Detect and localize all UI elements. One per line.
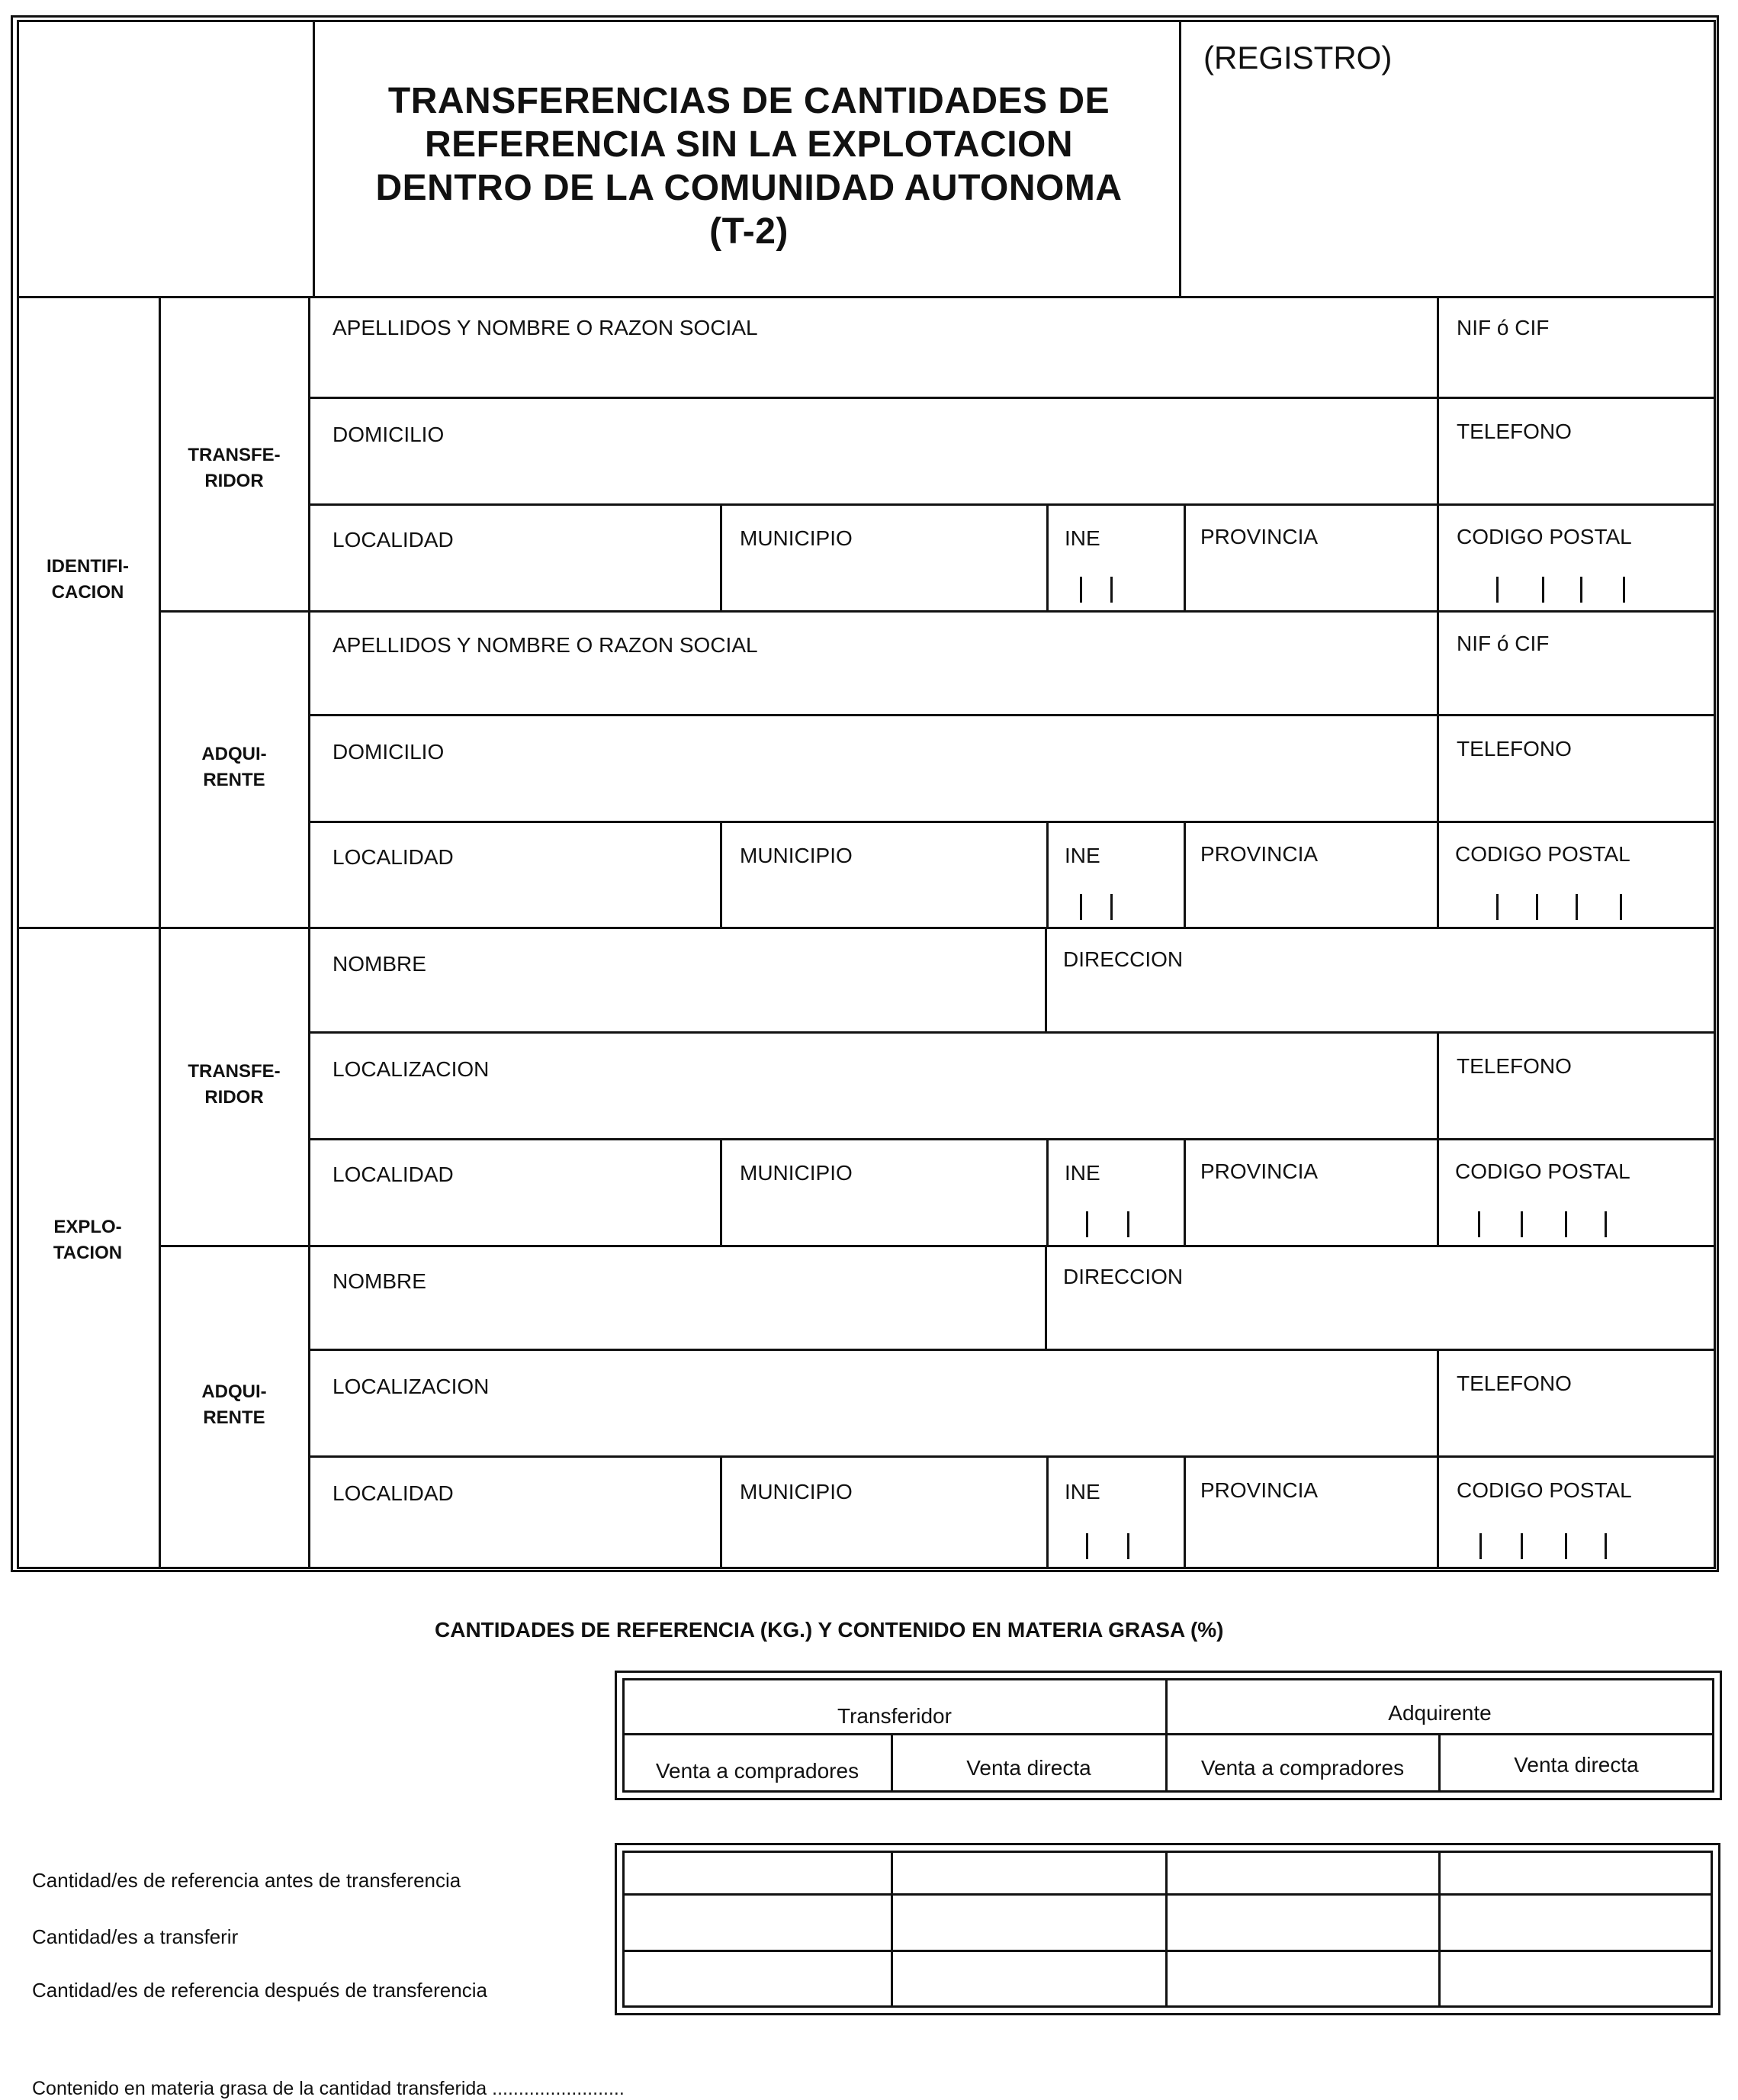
domicilio-field[interactable] (311, 717, 1435, 819)
column-header: Venta directa (1514, 1753, 1639, 1777)
provincia-field[interactable] (1187, 1458, 1435, 1565)
telefono-field[interactable] (1440, 717, 1714, 819)
telefono-label: TELEFONO (1457, 737, 1572, 761)
title-line: TRANSFERENCIAS DE CANTIDADES DE (387, 81, 1110, 121)
cantidades-title: CANTIDADES DE REFERENCIA (KG.) Y CONTENIDO EN MATERIA GRASA (%) (435, 1618, 1224, 1642)
row-label: Cantidad/es de referencia antes de transferencia (32, 1869, 461, 1892)
localizacion-field[interactable] (311, 1034, 1435, 1137)
digit-separator (1521, 1211, 1523, 1237)
divider (1184, 505, 1186, 610)
divider (310, 821, 1716, 823)
localidad-field[interactable] (311, 507, 718, 609)
subsection-label-transferidor: TRANSFE- RIDOR (188, 445, 281, 491)
table-cell[interactable] (625, 1854, 889, 1892)
divider (18, 296, 1716, 298)
digit-separator (1580, 577, 1582, 603)
section-label-identificacion: IDENTIFI- CACION (47, 556, 129, 603)
subsection-label-adquirente: ADQUI- RENTE (201, 744, 267, 790)
digit-separator (1479, 1533, 1482, 1559)
telefono-label: TELEFONO (1457, 1054, 1572, 1078)
domicilio-label: DOMICILIO (333, 423, 445, 446)
subsection-label-transferidor: TRANSFE- RIDOR (188, 1061, 281, 1108)
table-cell[interactable] (894, 1896, 1164, 1948)
divider (308, 297, 310, 1568)
form-title (314, 79, 1184, 253)
table-cell[interactable] (1168, 1854, 1437, 1892)
codigo-postal-field[interactable] (1440, 507, 1714, 609)
localidad-field[interactable] (311, 824, 718, 925)
municipio-label: MUNICIPIO (740, 844, 853, 867)
divider (1184, 1457, 1186, 1568)
digit-separator (1521, 1533, 1523, 1559)
title-line: REFERENCIA SIN LA EXPLOTACION (424, 124, 1074, 165)
codigo-postal-label: CODIGO POSTAL (1457, 525, 1632, 548)
divider (624, 1733, 1713, 1735)
telefono-label: TELEFONO (1457, 1372, 1572, 1395)
localidad-label: LOCALIDAD (333, 845, 454, 869)
digit-separator (1086, 1211, 1088, 1237)
section-label-explotacion: EXPLO- TACION (53, 1217, 123, 1263)
municipio-label: MUNICIPIO (740, 1480, 853, 1503)
registro-field[interactable] (1182, 23, 1713, 294)
divider (624, 1893, 1711, 1896)
nif-field[interactable] (1440, 613, 1714, 712)
divider (1437, 1033, 1439, 1245)
digit-separator (1086, 1533, 1088, 1559)
provincia-field[interactable] (1187, 507, 1435, 609)
direccion-label: DIRECCION (1063, 947, 1184, 971)
ine-field[interactable] (1049, 824, 1182, 925)
divider (720, 822, 722, 927)
divider (1184, 822, 1186, 927)
divider (310, 397, 1716, 399)
table-cell[interactable] (1441, 1854, 1711, 1892)
digit-separator (1127, 1211, 1129, 1237)
registro-label: (REGISTRO) (1203, 40, 1393, 76)
apellidos-label: APELLIDOS Y NOMBRE O RAZON SOCIAL (333, 633, 758, 657)
column-header: Venta a compradores (1200, 1756, 1405, 1780)
divider (1437, 612, 1439, 927)
digit-separator (1536, 894, 1538, 920)
row-label: Cantidad/es a transferir (32, 1925, 239, 1948)
provincia-field[interactable] (1187, 824, 1435, 925)
codigo-postal-label: CODIGO POSTAL (1455, 1159, 1630, 1183)
table-cell[interactable] (625, 1953, 889, 2005)
digit-separator (1605, 1533, 1607, 1559)
divider (1046, 822, 1049, 927)
direccion-field[interactable] (1048, 931, 1714, 1030)
divider (310, 1031, 1716, 1034)
ine-field[interactable] (1049, 507, 1182, 609)
nombre-label: NOMBRE (333, 952, 426, 976)
group-header-transferidor: Transferidor (837, 1704, 952, 1728)
nif-label: NIF ó CIF (1457, 632, 1550, 655)
localidad-field[interactable] (311, 1141, 718, 1243)
table-cell[interactable] (1441, 1896, 1711, 1948)
ine-field[interactable] (1049, 1458, 1182, 1565)
row-label: Cantidad/es de referencia después de transferencia (32, 1979, 487, 2002)
ine-label: INE (1065, 1161, 1100, 1185)
ine-label: INE (1065, 844, 1100, 867)
divider (160, 610, 1716, 613)
localizacion-label: LOCALIZACION (333, 1375, 490, 1398)
nif-field[interactable] (1440, 299, 1714, 395)
divider (1437, 1350, 1439, 1568)
divider (1046, 1457, 1049, 1568)
divider (720, 505, 722, 610)
table-cell[interactable] (894, 1854, 1164, 1892)
provincia-field[interactable] (1187, 1141, 1435, 1243)
codigo-postal-label: CODIGO POSTAL (1457, 1478, 1632, 1502)
localidad-label: LOCALIDAD (333, 1481, 454, 1505)
digit-separator (1496, 894, 1499, 920)
digit-separator (1496, 577, 1499, 603)
provincia-label: PROVINCIA (1200, 842, 1319, 866)
municipio-field[interactable] (723, 824, 1045, 925)
digit-separator (1110, 894, 1113, 920)
telefono-field[interactable] (1440, 1034, 1714, 1137)
column-header: Venta directa (966, 1756, 1091, 1780)
digit-separator (1127, 1533, 1129, 1559)
divider (159, 297, 161, 1568)
divider (1046, 1140, 1049, 1245)
group-header-adquirente: Adquirente (1388, 1701, 1492, 1725)
telefono-label: TELEFONO (1457, 420, 1572, 443)
ine-field[interactable] (1049, 1141, 1182, 1243)
contenido-materia-grasa-label: Contenido en materia grasa de la cantidad transferida ......................... (32, 2078, 625, 2099)
digit-separator (1080, 894, 1082, 920)
localizacion-field[interactable] (311, 1352, 1435, 1454)
domicilio-label: DOMICILIO (333, 740, 445, 764)
divider (720, 1457, 722, 1568)
divider (160, 1245, 1716, 1247)
apellidos-label: APELLIDOS Y NOMBRE O RAZON SOCIAL (333, 316, 758, 339)
divider (1438, 1852, 1441, 2006)
table-cell[interactable] (1441, 1953, 1711, 2005)
provincia-label: PROVINCIA (1200, 1159, 1319, 1183)
nombre-field[interactable] (311, 931, 1043, 1030)
localidad-field[interactable] (311, 1458, 718, 1565)
digit-separator (1623, 577, 1625, 603)
telefono-field[interactable] (1440, 400, 1714, 502)
direccion-field[interactable] (1048, 1248, 1714, 1347)
divider (1046, 505, 1049, 610)
municipio-field[interactable] (723, 507, 1045, 609)
divider (1045, 1246, 1047, 1349)
codigo-postal-field[interactable] (1440, 1141, 1714, 1243)
codigo-postal-label: CODIGO POSTAL (1455, 842, 1630, 866)
digit-separator (1542, 577, 1544, 603)
nif-label: NIF ó CIF (1457, 316, 1550, 339)
digit-separator (1565, 1533, 1567, 1559)
divider (624, 1950, 1711, 1952)
table-cell[interactable] (894, 1953, 1164, 2005)
digit-separator (1620, 894, 1622, 920)
divider (310, 1455, 1716, 1458)
divider (1165, 1852, 1168, 2006)
table-cell[interactable] (1168, 1896, 1437, 1948)
digit-separator (1478, 1211, 1480, 1237)
divider (18, 927, 1716, 929)
table-cell[interactable] (625, 1896, 889, 1948)
title-line: (T-2) (709, 211, 789, 252)
localidad-label: LOCALIDAD (333, 528, 454, 552)
apellidos-field[interactable] (311, 613, 1435, 712)
digit-separator (1080, 577, 1082, 603)
ine-label: INE (1065, 1480, 1100, 1503)
table-cell[interactable] (1168, 1953, 1437, 2005)
telefono-field[interactable] (1440, 1352, 1714, 1454)
divider (891, 1852, 893, 2006)
localizacion-label: LOCALIZACION (333, 1057, 490, 1081)
apellidos-field[interactable] (311, 299, 1435, 395)
ine-label: INE (1065, 526, 1100, 550)
provincia-label: PROVINCIA (1200, 1478, 1319, 1502)
digit-separator (1576, 894, 1578, 920)
divider (310, 503, 1716, 506)
municipio-label: MUNICIPIO (740, 526, 853, 550)
subsection-label-adquirente: ADQUI- RENTE (201, 1381, 267, 1428)
municipio-field[interactable] (723, 1458, 1045, 1565)
digit-separator (1565, 1211, 1567, 1237)
nombre-label: NOMBRE (333, 1269, 426, 1293)
divider (310, 714, 1716, 716)
digit-separator (1605, 1211, 1607, 1237)
municipio-field[interactable] (723, 1141, 1045, 1243)
domicilio-field[interactable] (311, 400, 1435, 502)
title-line: DENTRO DE LA COMUNIDAD AUTONOMA (375, 168, 1123, 208)
localidad-label: LOCALIDAD (333, 1163, 454, 1186)
divider (1184, 1140, 1186, 1245)
municipio-label: MUNICIPIO (740, 1161, 853, 1185)
column-header: Venta a compradores (655, 1759, 859, 1783)
direccion-label: DIRECCION (1063, 1265, 1184, 1288)
divider (1045, 928, 1047, 1031)
divider (720, 1140, 722, 1245)
divider (310, 1138, 1716, 1140)
nombre-field[interactable] (311, 1248, 1043, 1347)
divider (1437, 297, 1439, 610)
divider (310, 1349, 1716, 1351)
provincia-label: PROVINCIA (1200, 525, 1319, 548)
digit-separator (1110, 577, 1113, 603)
